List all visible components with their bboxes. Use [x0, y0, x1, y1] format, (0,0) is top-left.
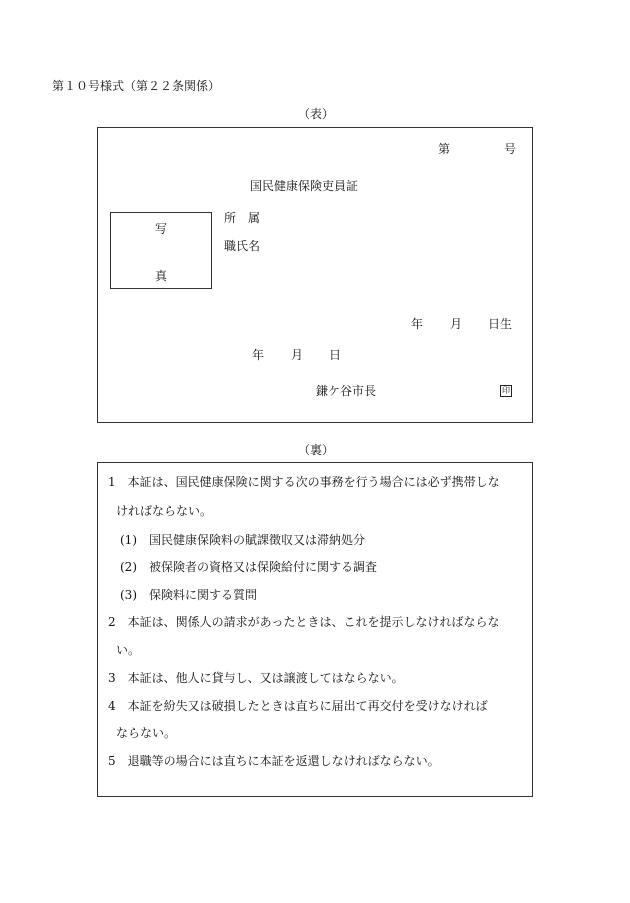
photo-label-top: 写 — [155, 222, 168, 236]
note-line: (1) 国民健康保険料の賦課徴収又は滞納処分 — [120, 533, 365, 547]
note-line: 1 本証は、国民健康保険に関する次の事務を行う場合には必ず携帯しな — [108, 475, 500, 489]
birth-year: 年 — [411, 317, 424, 331]
note-line: 3 本証は、他人に貸与し、又は譲渡してはならない。 — [108, 671, 404, 685]
form-title: 第１０号様式（第２２条関係） — [52, 79, 221, 93]
note-line: い。 — [116, 643, 141, 657]
back-card — [97, 462, 533, 797]
issue-month: 月 — [291, 348, 304, 362]
note-line: 5 退職等の場合には直ちに本証を返還しなければならない。 — [108, 754, 440, 768]
seal-mark — [500, 383, 512, 397]
photo-label-bottom: 真 — [155, 269, 168, 283]
note-line: (3) 保険料に関する質問 — [120, 588, 257, 602]
front-caption: （表） — [298, 107, 335, 121]
seal-text: 印 — [502, 386, 510, 395]
note-line: ならない。 — [116, 726, 177, 740]
issue-year: 年 — [252, 348, 265, 362]
issue-day: 日 — [329, 348, 342, 362]
note-line: ければならない。 — [116, 504, 213, 518]
number-go: 号 — [504, 142, 517, 156]
affiliation-label: 所 属 — [224, 211, 261, 225]
note-line: (2) 被保険者の資格又は保険給付に関する調査 — [120, 560, 377, 574]
name-label: 職氏名 — [224, 239, 261, 253]
note-line: 2 本証は、関係人の請求があったときは、これを提示しなければならな — [108, 615, 500, 629]
note-line: 4 本証を紛失又は破損したときは直ちに届出て再交付を受けなければ — [108, 699, 488, 713]
birth-month: 月 — [450, 317, 463, 331]
issuer-name: 鎌ケ谷市長 — [316, 384, 377, 398]
back-caption: （裏） — [298, 443, 335, 457]
birth-day: 日生 — [488, 317, 513, 331]
photo-box — [110, 212, 212, 289]
card-title: 国民健康保険吏員証 — [250, 179, 359, 193]
front-card — [97, 127, 533, 423]
number-dai: 第 — [438, 142, 451, 156]
